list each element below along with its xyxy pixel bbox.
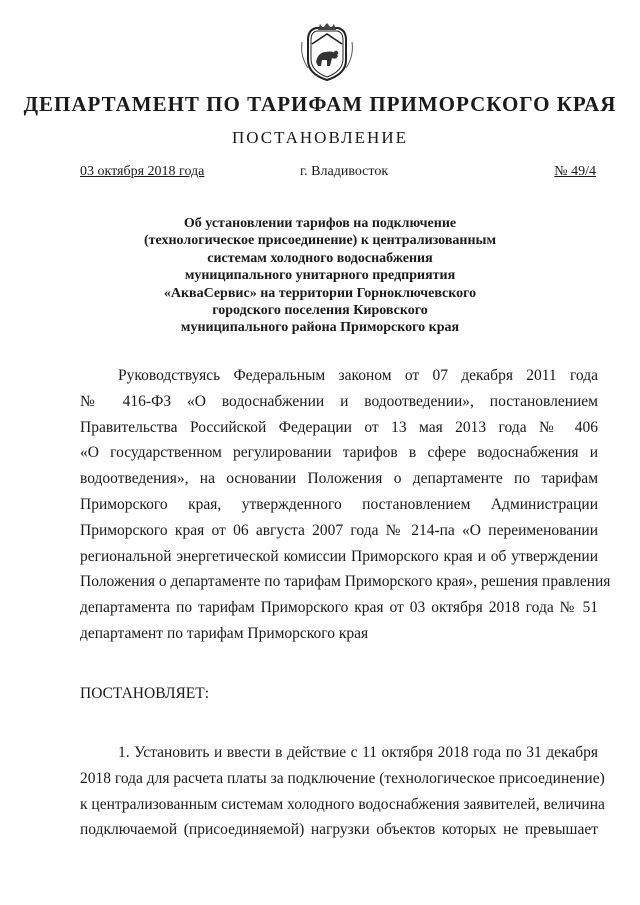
document-date: 03 октября 2018 года <box>80 164 205 179</box>
paragraph-line: Руководствуясь Федеральным законом от 07 декабря 2011 года <box>118 367 598 384</box>
paragraph-line: Правительства Российской Федерации от 13 мая 2013 года № 406 <box>80 418 598 436</box>
paragraph-line: Положения о департаменте по тарифам Приморского края», решения правления <box>80 573 611 591</box>
document-number: № 49/4 <box>554 164 596 179</box>
heading-line: муниципального района Приморского края <box>180 320 460 336</box>
coat-of-arms-icon <box>296 22 358 82</box>
paragraph-line: № 416-ФЗ «О водоснабжении и водоотведении», постановлением <box>80 392 598 410</box>
paragraph-line: департамент по тарифам Приморского края <box>80 624 369 642</box>
heading-line: муниципального унитарного предприятия <box>184 268 456 284</box>
heading-line: системам холодного водоснабжения <box>207 250 433 266</box>
clause-1-paragraph <box>80 740 605 843</box>
heading-line: городского поселения Кировского <box>212 303 428 319</box>
paragraph-line: «О государственном регулировании тарифов в сфере водоснабжения и <box>80 444 598 462</box>
heading-line: Об установлении тарифов на подключение <box>183 216 457 231</box>
department-title: ДЕПАРТАМЕНТ ПО ТАРИФАМ ПРИМОРСКОГО КРАЯ <box>23 92 617 116</box>
resolves-heading: ПОСТАНОВЛЯЕТ: <box>80 685 210 702</box>
paragraph-line: региональной энергетической комиссии Приморского края и об утверждении <box>80 547 598 565</box>
document-type: ПОСТАНОВЛЕНИЕ <box>231 128 408 147</box>
paragraph-line: департамента по тарифам Приморского края от 03 октября 2018 года № 51 <box>80 599 598 617</box>
paragraph-line: подключаемой (присоединяемой) нагрузки объектов которых не превышает <box>80 821 598 839</box>
paragraph-line: 1. Установить и ввести в действие с 11 октября 2018 года по 31 декабря <box>118 744 598 761</box>
document-heading <box>0 215 640 337</box>
paragraph-line: 2018 года для расчета платы за подключение (технологическое присоединение) <box>80 769 605 787</box>
paragraph-line: Приморского края, утвержденного постановлением Администрации <box>80 495 598 513</box>
heading-line: (технологическое присоединение) к централизованным <box>144 233 496 249</box>
paragraph-line: к централизованным системам холодного водоснабжения заявителей, величина <box>80 795 605 813</box>
preamble-paragraph <box>80 363 611 647</box>
paragraph-line: Приморского края от 06 августа 2007 года № 214-па «О переименовании <box>80 521 598 539</box>
paragraph-line: водоотведения», на основании Положения о департаменте по тарифам <box>80 470 598 488</box>
document-city: г. Владивосток <box>300 164 389 179</box>
heading-line: «АкваСервис» на территории Горноключевского <box>163 285 477 301</box>
